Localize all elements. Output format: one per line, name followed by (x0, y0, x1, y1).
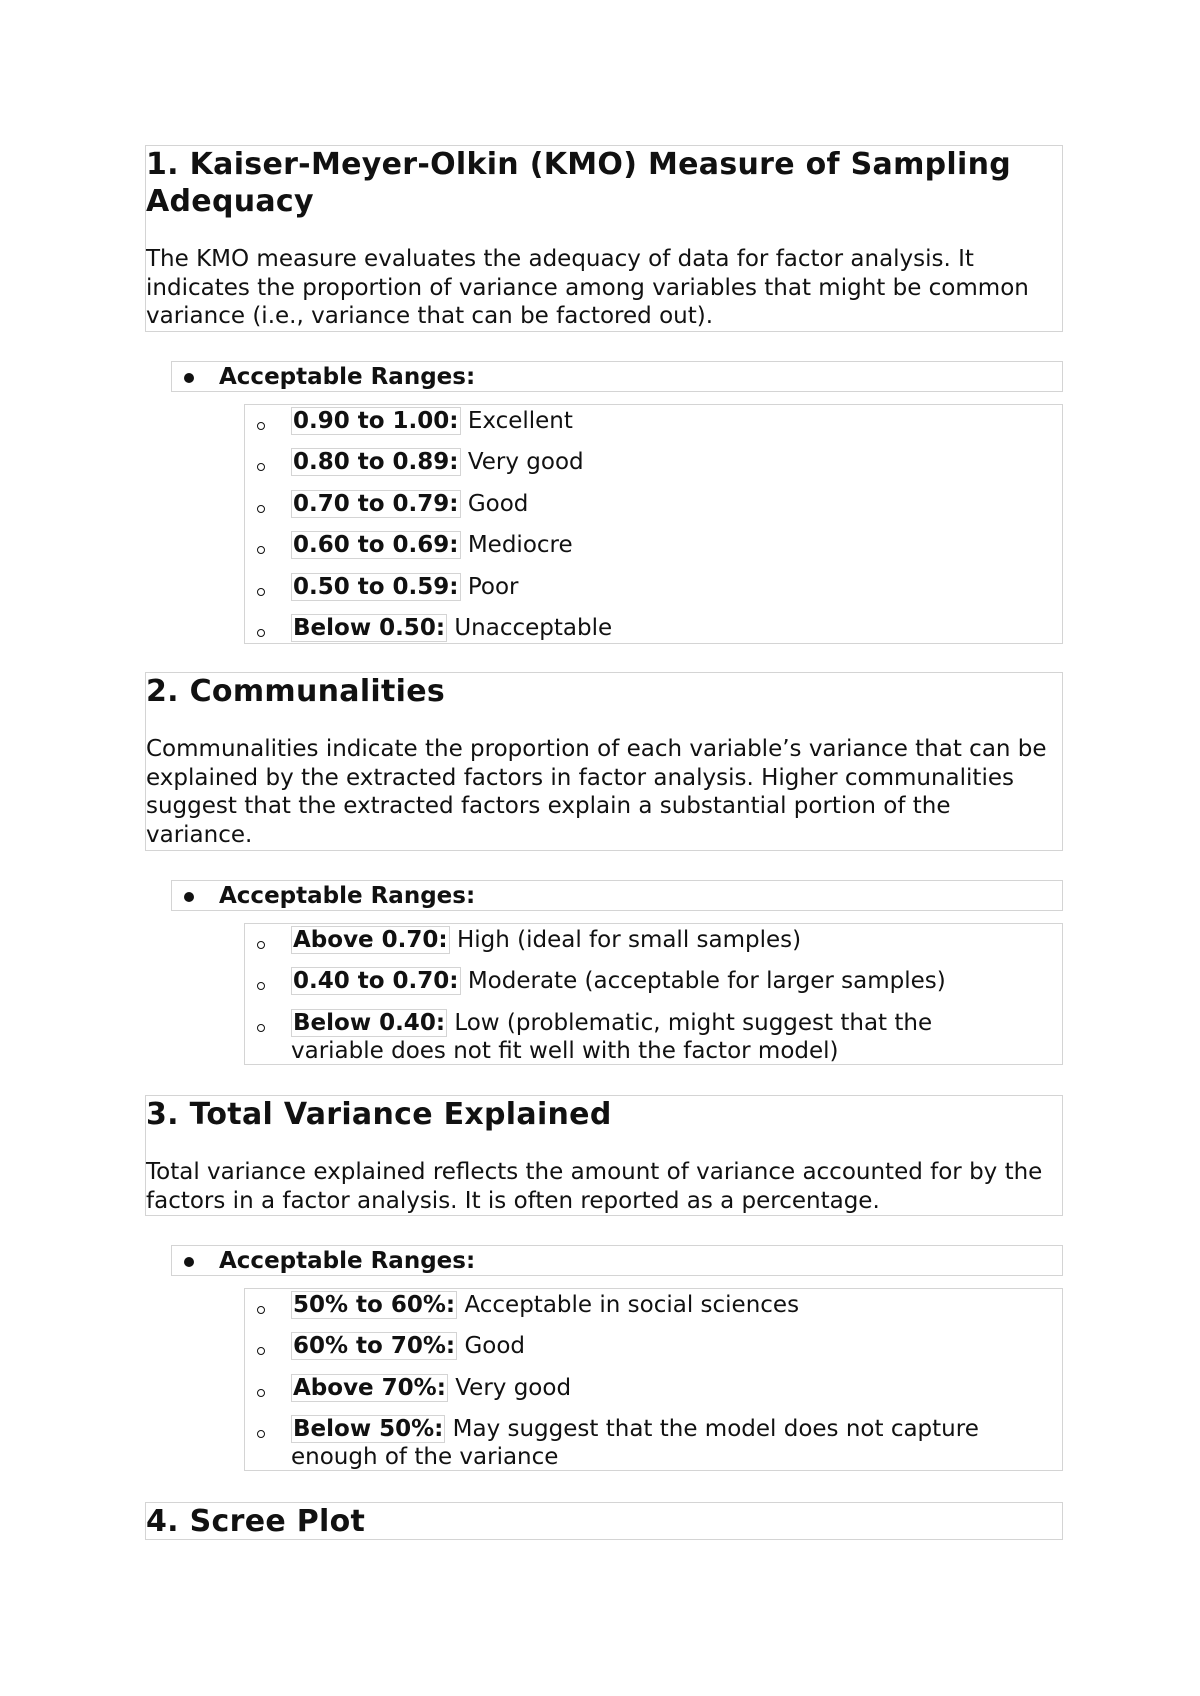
range-value: Low (problematic, might suggest that the variable does not fit well with the factor model) (291, 1010, 933, 1064)
bullet-icon (184, 892, 194, 902)
range-key: 50% to 60%: (293, 1292, 456, 1318)
section-title: 4. Scree Plot (146, 1504, 366, 1539)
range-key: 0.50 to 0.59: (293, 574, 459, 600)
circle-bullet-icon (257, 629, 265, 637)
range-value: High (ideal for small samples) (456, 927, 802, 953)
range-value: Excellent (467, 408, 573, 434)
range-value: Very good (455, 1375, 572, 1401)
ranges-label: Acceptable Ranges: (219, 364, 476, 390)
ranges-list (244, 923, 1063, 1065)
circle-bullet-icon (257, 546, 265, 554)
circle-bullet-icon (257, 422, 265, 430)
range-key: 0.70 to 0.79: (293, 491, 459, 517)
range-key: Above 0.70: (293, 927, 448, 953)
circle-bullet-icon (257, 941, 265, 949)
range-key: Below 0.40: (293, 1010, 446, 1036)
range-value: Good (467, 491, 529, 517)
ranges-label: Acceptable Ranges: (219, 1248, 476, 1274)
range-key: 0.80 to 0.89: (293, 449, 459, 475)
range-value: Very good (467, 449, 584, 475)
bullet-icon (184, 1257, 194, 1267)
section-description: Communalities indicate the proportion of each variable’s variance that can be explained by the extracted factors in factor analysis. Higher communalities suggest that the extracted factors explain a substantial portion of the variance. (146, 736, 1047, 848)
range-key: Below 50%: (293, 1416, 444, 1442)
section-title: 1. Kaiser-Meyer-Olkin (KMO) Measure of Sampling Adequacy (146, 147, 1012, 219)
bullet-icon (184, 373, 194, 383)
range-key: 0.40 to 0.70: (293, 968, 459, 994)
section-scree-plot (145, 1502, 1063, 1540)
ranges-header (171, 1245, 1063, 1276)
range-key: Below 0.50: (293, 615, 446, 641)
section-title: 3. Total Variance Explained (146, 1097, 612, 1132)
circle-bullet-icon (257, 505, 265, 513)
circle-bullet-icon (257, 1024, 265, 1032)
range-value: Poor (467, 574, 519, 600)
section-description: The KMO measure evaluates the adequacy of data for factor analysis. It indicates the proportion of variance among variables that might be common variance (i.e., variance that can be factored out). (146, 246, 1029, 329)
ranges-list (244, 1288, 1063, 1471)
circle-bullet-icon (257, 982, 265, 990)
circle-bullet-icon (257, 1389, 265, 1397)
range-value: Moderate (acceptable for larger samples) (467, 968, 946, 994)
ranges-list (244, 404, 1063, 644)
circle-bullet-icon (257, 1347, 265, 1355)
section-communalities (145, 672, 1063, 851)
circle-bullet-icon (257, 1306, 265, 1314)
circle-bullet-icon (257, 1430, 265, 1438)
ranges-header (171, 880, 1063, 911)
range-value: Mediocre (467, 532, 573, 558)
range-key: 60% to 70%: (293, 1333, 456, 1359)
range-value: Unacceptable (454, 615, 613, 641)
range-value: May suggest that the model does not capture enough of the variance (291, 1416, 979, 1470)
range-value: Acceptable in social sciences (464, 1292, 800, 1318)
ranges-header (171, 361, 1063, 392)
range-key: 0.90 to 1.00: (293, 408, 459, 434)
circle-bullet-icon (257, 588, 265, 596)
range-value: Good (464, 1333, 526, 1359)
ranges-label: Acceptable Ranges: (219, 883, 476, 909)
section-title: 2. Communalities (146, 674, 446, 709)
section-description: Total variance explained reflects the amount of variance accounted for by the factors in a factor analysis. It is often reported as a percentage. (146, 1159, 1043, 1214)
section-total-variance (145, 1095, 1063, 1216)
range-key: Above 70%: (293, 1375, 446, 1401)
circle-bullet-icon (257, 463, 265, 471)
range-key: 0.60 to 0.69: (293, 532, 459, 558)
section-kmo (145, 145, 1063, 332)
